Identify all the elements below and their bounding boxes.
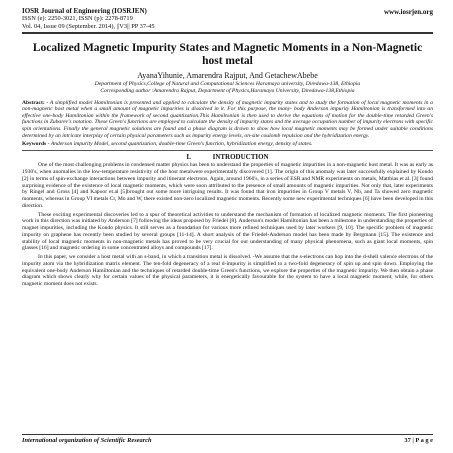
journal-volume: Vol. 04, Issue 09 (September. 2014), ||V3|| PP 37-45 bbox=[22, 22, 155, 30]
abstract bbox=[22, 100, 433, 140]
page-number: 37 | P a g e bbox=[404, 437, 433, 444]
journal-issn: ISSN (e): 2250-3021, ISSN (p): 2278-8719 bbox=[22, 15, 133, 23]
abstract-divider bbox=[22, 150, 433, 151]
keywords bbox=[22, 141, 433, 148]
paper-title: Localized Magnetic Impurity States and Magnetic Moments in a Non-Magnetic host metal bbox=[32, 41, 423, 67]
paragraph: In this paper, we consider a host metal with an s-band, in which a transition metal is dissolved. -We assume that the s-electrons can hop into the d-shell valence electrons of the impurity atom via the hybridization matrix element. The ten-fold degeneracy of a real d-impurity is simplified to a two-fold degeneracy of spin up and spin down. Employing the equivalent one-body Anderson Hamiltonian and the techniques of retarded double-time Green's functions, we explore the properties of the magnetic impurity. We then obtain a phase diagram which shows clearly why for certain values of the physical parameters, it is energetically favourable for the system to have a local magnetic moment, while, for others magnetic moment does not exists. bbox=[22, 254, 433, 288]
section-heading bbox=[22, 153, 433, 161]
paragraph: One of the most challenging problems in condensed matter physics has been to understand the properties of magnetic impurities in a non-magnetic host metal. It was as early as 1930's, when anomalies in the low-temperature resistivity of the host metalwere experimentally discovered [1]. The origin of this anomaly was later successfully explained by Kondo [2] in terms of spin-exchange interactions between impurity and itinerant electrons. Again, around 1960's, in a series of ESR and NMR experiments on metals, Matthias et al. [3] found surprising evidence of the existence of local magnetic moments, which were soon attributed to the presence of small amounts of magnetic impurities. Not only that, later experiments by Ringel and Gross [4] and Kapoor et.al [5]brought out some more intriguing results. It was found that iron impurities in Group V metals V, Nb, and Ta showed zero magnetic moments, whereas in Group VI metals Cr, Mo and W, there existed non-zero localized magnetic moments. Recently some new experimental techniques [6] have been developed in this direction. bbox=[22, 162, 434, 209]
section-title: INTRODUCTION bbox=[212, 153, 269, 162]
page-footer bbox=[22, 437, 433, 444]
abstract-label: Abstract: - bbox=[22, 99, 49, 106]
paper-page bbox=[22, 8, 433, 290]
abstract-text: A simplified model Hamiltonian is presented and applied to calculate the density of magnetic impurity states and to study the formation of local magnetic moments in a non-magnetic host metal when a small amount of magnetic impurities is dissolved in it. For this purpose, the many- body Anderson impurity Hamiltonian is transformed into an effective one-body Hamiltonian within the framework of second quantization.This Hamiltonian is then used to derive the equations of motion for the double-time retarded Green's functions in Zubarev's notation. These Green's functions are employed to calculate the density of impurity states and the average occupation number of impurity electrons with specific spin orientations. Finally the general magnetic solutions are found and a phase diagram is drawn to show how local magnetic moments may be formed under suitable conditions determined by an intricate interplay of certain physical parameters such as impurity energy levels, on-site coulomb repulsion and the hybridization energy. bbox=[22, 99, 433, 139]
journal-website[interactable]: www.iosrjen.org bbox=[384, 8, 433, 16]
paper-authors: AyanaYihunie, Amarendra Rajput, And GetachewAbebe bbox=[137, 70, 318, 80]
journal-header bbox=[22, 8, 433, 30]
corresponding-author: Corresponding author :Amarendra Rajput, Department of Physics,Haramaya University, Diredawa-138,Ethiopia bbox=[100, 88, 355, 95]
paragraph: These exciting experimental discoveries led to a spur of theoretical activities to understand the mechanism of formation of localized magnetic moments. The first pioneering work in this direction was initiated by Anderson [7] following the ideas proposed by Friedel [8]. Anderson's model Hamiltonian has been a milestone in understanding the properties of magnet impurities, including the Kondo physics. It still serves as a foundation for various more refined techniques used by later workers [9, 10]. The specific problem of magnetic impurity on graphene has recently been studied by several groups [11-14]. A short analysis of the Friedel-Anderson model has been made by Bergmann [15]. The existence and stability of local magnetic moments in non-magnetic metals has proved to be very crucial for our understanding of many physical phenomena, such as giant local moments, spin glasses [16] and magnetic ordering in some concentrated alloys and compounds [17]. bbox=[22, 211, 433, 252]
section-number: I. bbox=[186, 153, 191, 162]
header-rule bbox=[22, 32, 433, 34]
footer-journal: International organization of Scientific Research bbox=[22, 437, 152, 444]
journal-info bbox=[22, 8, 155, 30]
keywords-label: Keywords bbox=[22, 141, 47, 148]
author-affiliation: Department of Physics,College of Natural and Computational Sciences Haramaya university, Diredawa-138, Ethiopia bbox=[94, 80, 361, 87]
journal-name: IOSR Journal of Engineering (IOSRJEN) bbox=[22, 7, 147, 15]
keywords-text: - Anderson impurity Model, second quantization, double-time Green's function, hybridization energy, density of states. bbox=[47, 141, 313, 148]
footer-rule bbox=[22, 434, 433, 435]
introduction-body bbox=[22, 162, 433, 288]
